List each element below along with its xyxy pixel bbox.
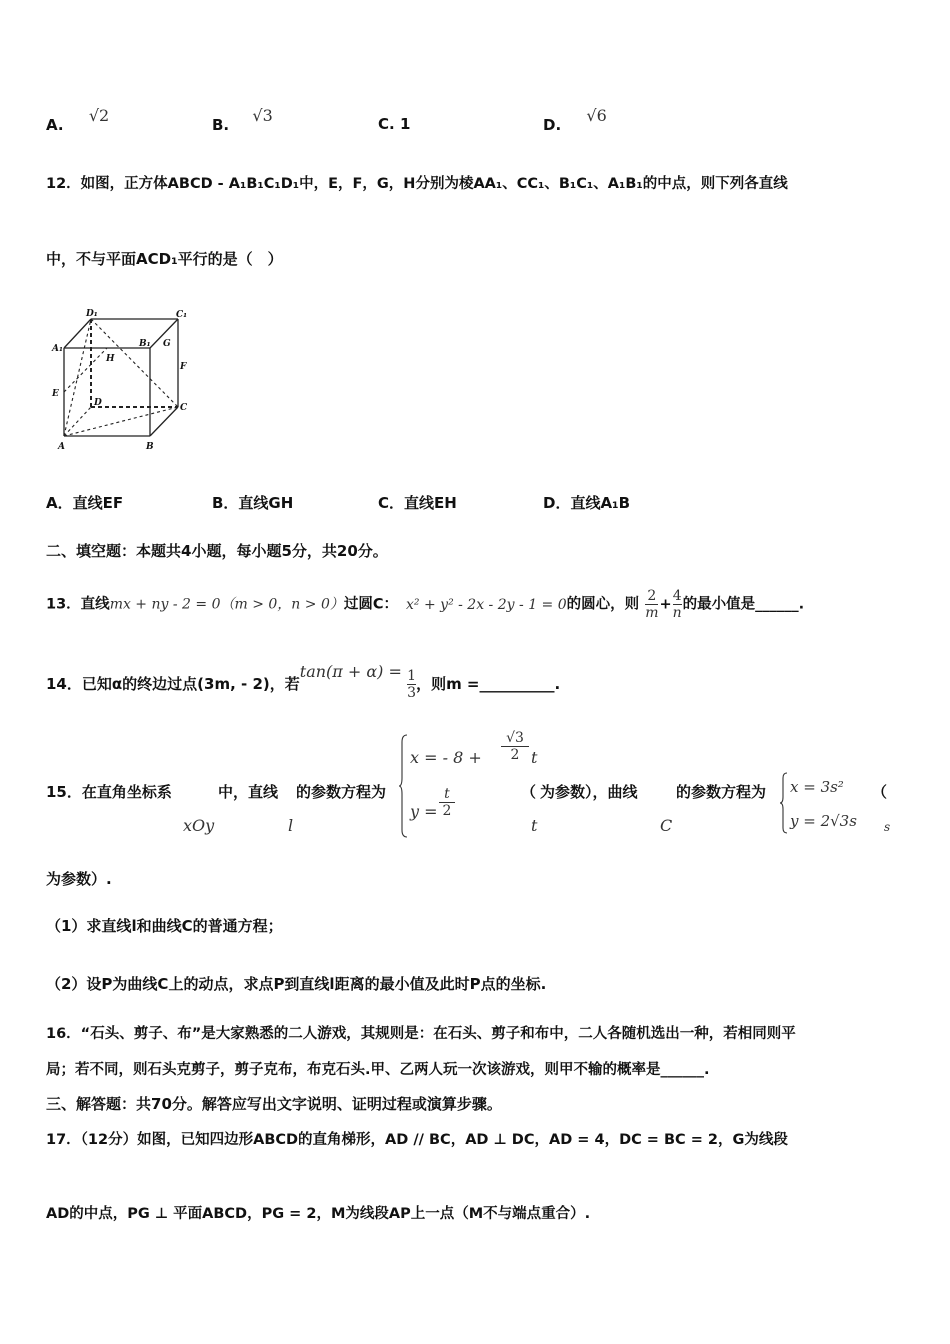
label-c1: C₁ (176, 310, 188, 320)
q11-option-b: B. √3 (212, 106, 273, 134)
q12-option-b: B．直线GH (212, 494, 294, 512)
q12-option-d: D．直线A₁B (543, 494, 631, 512)
q16-line1: 16．“石头、剪子、布”是大家熟悉的二人游戏，其规则是：在石头、剪子和布中，二人各随机选出一种，若相同则平 (46, 1026, 796, 1042)
cube-figure (46, 306, 196, 454)
label-g: G (163, 339, 171, 349)
label-b: B (146, 442, 154, 452)
q13: 13．直线mx + ny - 2 = 0（m > 0，n > 0）过圆C： x² + y² - 2x - 2y - 1 = 0的圆心，则 $\frac{2}{m}$ + $\frac{4}{n}$ 的最小值是______. (46, 588, 805, 621)
label-h: H (106, 354, 115, 364)
label-f: F (180, 362, 187, 372)
q14: 14．已知α的终边过点(3m, - 2)，若tan(π + α) = $\frac{1}{3}$ ，则m =__________. (46, 662, 561, 701)
q11-option-d: D. √6 (543, 106, 607, 134)
q11-option-a: A. √2 (46, 106, 110, 134)
q17-line1: 17．（12分）如图，已知四边形ABCD的直角梯形，AD // BC，AD ⊥ DC，AD = 4，DC = BC = 2，G为线段 (46, 1132, 788, 1148)
q12-stem-line2: 中，不与平面ACD₁平行的是（ ） (46, 250, 283, 268)
q15: 15．在直角坐标系 xOy 中，直线 l 的参数方程为 x = - 8 + √3 2 t y = t 2 （ t 为参数），曲线 C 的参数方程为 x = 3s² y = 2√3s （ s (46, 730, 926, 840)
q17-line2: AD的中点，PG ⊥ 平面ABCD，PG = 2，M为线段AP上一点（M不与端点重合）. (46, 1206, 591, 1222)
label-e: E (52, 389, 59, 399)
q15-part-2: （2）设P为曲线C上的动点，求点P到直线l距离的最小值及此时P点的坐标. (46, 975, 547, 993)
label-d: D (94, 398, 102, 408)
q11-option-c: C. 1 (378, 115, 411, 133)
q12-option-a: A．直线EF (46, 494, 124, 512)
q15-part-1: （1）求直线l和曲线C的普通方程； (46, 917, 283, 935)
label-d1: D₁ (86, 309, 98, 319)
label-b1: B₁ (139, 339, 151, 349)
label-a: A (58, 442, 65, 452)
section-2-header: 二、填空题：本题共4小题，每小题5分，共20分。 (46, 542, 388, 560)
label-a1: A₁ (52, 344, 63, 354)
label-c: C (180, 403, 188, 413)
section-3-header: 三、解答题：共70分。解答应写出文字说明、证明过程或演算步骤。 (46, 1095, 502, 1113)
q12-option-c: C．直线EH (378, 494, 457, 512)
q15-brace-1 (398, 734, 408, 838)
q12-stem-line1: 12．如图，正方体ABCD - A₁B₁C₁D₁中，E，F，G，H分别为棱AA₁、CC₁、B₁C₁、A₁B₁的中点，则下列各直线 (46, 176, 788, 192)
q16-line2: 局；若不同，则石头克剪子，剪子克布，布克石头.甲、乙两人玩一次该游戏，则甲不输的概率是______. (46, 1062, 710, 1078)
q15-stem-end: 为参数）. (46, 870, 112, 888)
q15-brace-2 (779, 772, 788, 834)
